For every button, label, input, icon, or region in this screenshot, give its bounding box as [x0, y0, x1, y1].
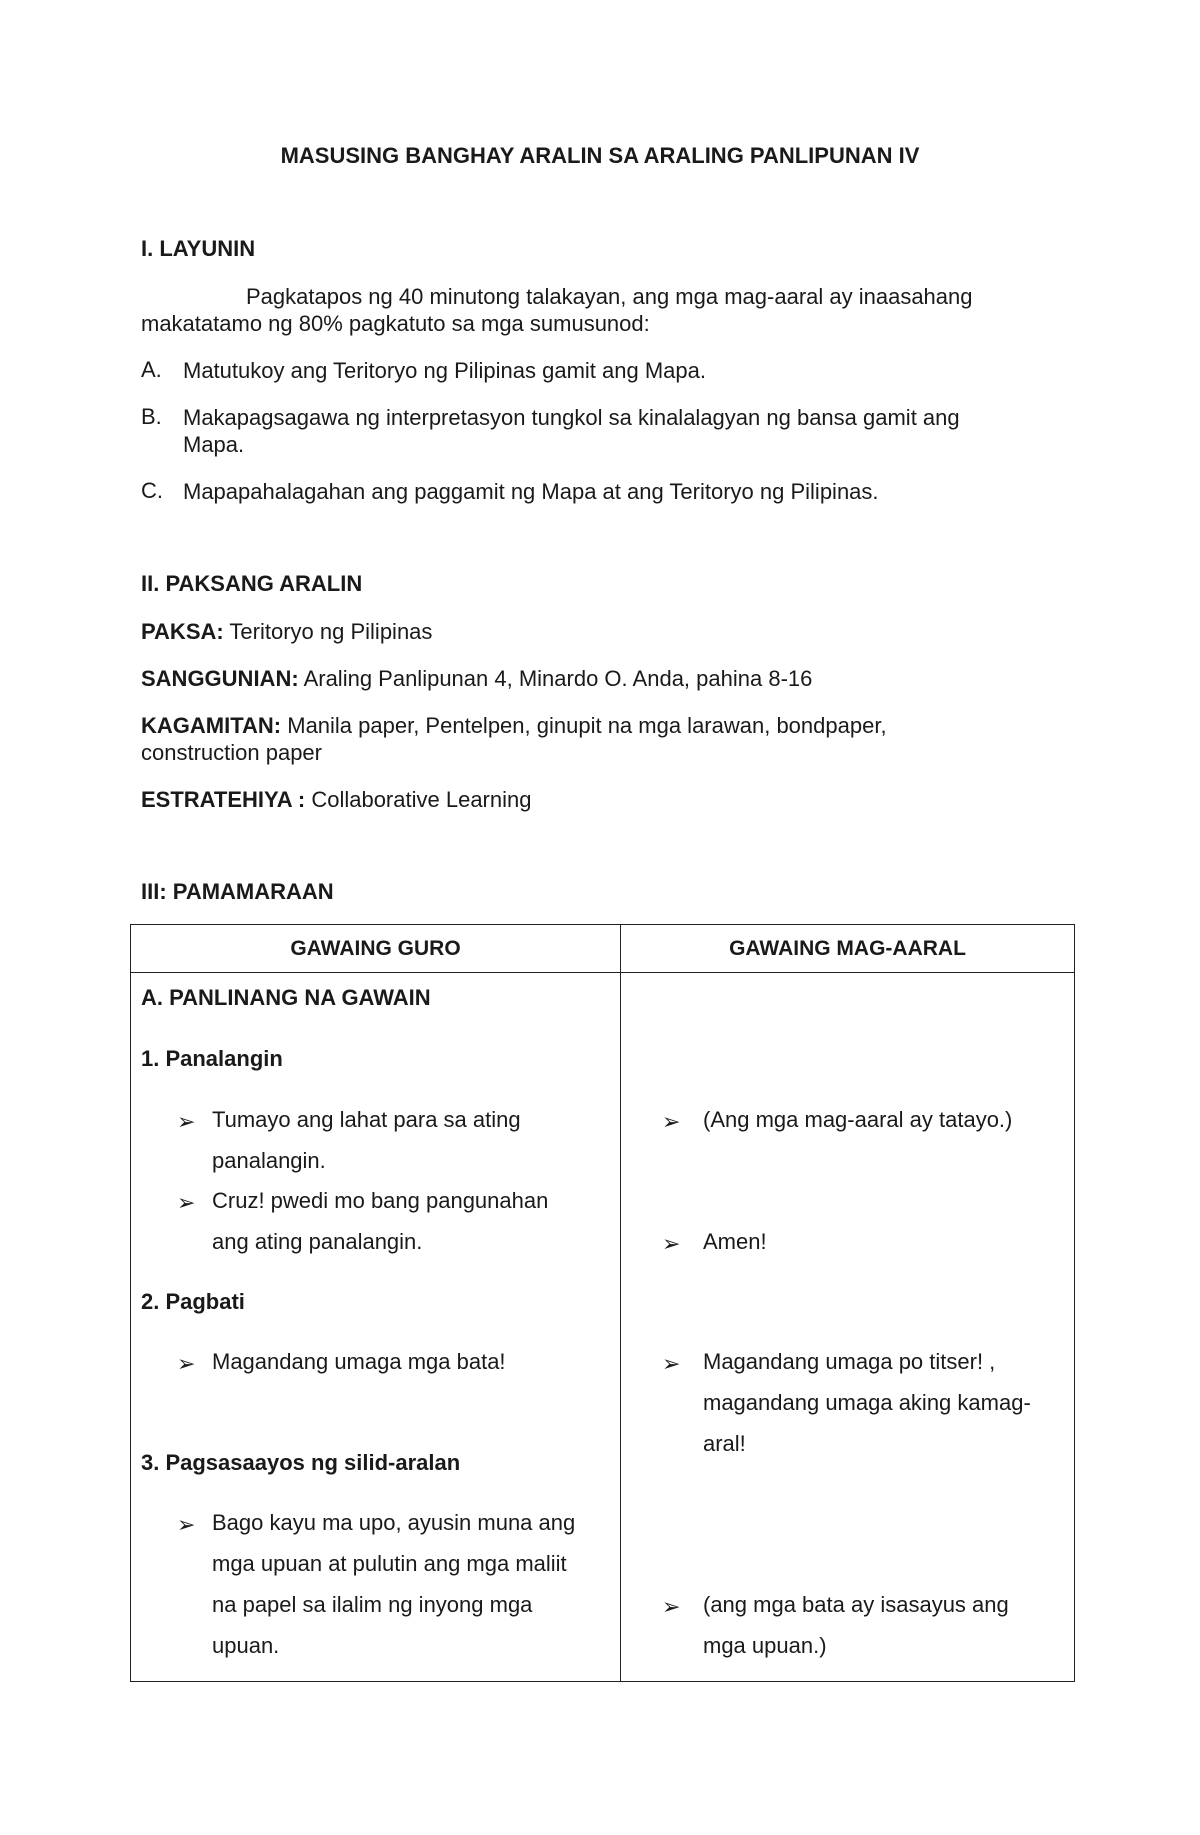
layunin-intro-line2: makatatamo ng 80% pagkatuto sa mga sumusunod:	[141, 311, 650, 336]
objective-letter-b: B.	[141, 404, 162, 429]
sub-panalangin-heading: 1. Panalangin	[141, 1046, 283, 1071]
bullet-arrow-icon: ➢	[177, 1351, 196, 1376]
sub-pagsasaayos-heading: 3. Pagsasaayos ng silid-aralan	[141, 1450, 461, 1475]
guro-panalangin-2-line1: Cruz! pwedi mo bang pangunahan	[212, 1188, 549, 1213]
guro-panalangin-1-line2: panalangin.	[212, 1148, 326, 1173]
guro-pagsasaayos-line4: upuan.	[212, 1633, 280, 1658]
mag-pagbati-line1: Magandang umaga po titser! ,	[703, 1349, 996, 1374]
col-header-guro: GAWAING GURO	[131, 925, 621, 973]
procedure-table	[130, 924, 1075, 1682]
estratehiya-value: Collaborative Learning	[305, 787, 532, 812]
table-row	[131, 973, 1075, 1682]
guro-panalangin-2-line2: ang ating panalangin.	[212, 1229, 423, 1254]
objective-c-text: Mapapahalagahan ang paggamit ng Mapa at ang Teritoryo ng Pilipinas.	[183, 479, 879, 504]
kagamitan-row	[141, 712, 887, 740]
sub-pagbati-heading: 2. Pagbati	[141, 1289, 245, 1314]
mag-panalangin-1: (Ang mga mag-aaral ay tatayo.)	[703, 1107, 1013, 1132]
document-title: MASUSING BANGHAY ARALIN SA ARALING PANLIPUNAN IV	[280, 143, 920, 168]
mag-pagsasaayos-line1: (ang mga bata ay isasayus ang	[703, 1592, 1009, 1617]
bullet-arrow-icon: ➢	[177, 1512, 196, 1537]
guro-pagsasaayos-line3: na papel sa ilalim ng inyong mga	[212, 1592, 533, 1617]
section-paksang-aralin-heading: II. PAKSANG ARALIN	[141, 571, 363, 596]
objective-letter-a: A.	[141, 357, 162, 382]
objective-b-text-line1: Makapagsagawa ng interpretasyon tungkol sa kinalalagyan ng bansa gamit ang	[183, 405, 960, 430]
mag-pagsasaayos-line2: mga upuan.)	[703, 1633, 827, 1658]
paksa-value: Teritoryo ng Pilipinas	[223, 619, 433, 644]
guro-panalangin-1-line1: Tumayo ang lahat para sa ating	[212, 1107, 521, 1132]
bullet-arrow-icon: ➢	[662, 1231, 681, 1256]
kagamitan-label: KAGAMITAN:	[141, 713, 282, 738]
sanggunian-value: Araling Panlipunan 4, Minardo O. Anda, pahina 8-16	[298, 666, 813, 691]
section-pamamaraan-heading: III: PAMAMARAAN	[141, 879, 334, 904]
paksa-label: PAKSA:	[141, 619, 224, 644]
table-header-row	[131, 925, 1075, 973]
bullet-arrow-icon: ➢	[662, 1594, 681, 1619]
col-header-mag-aaral: GAWAING MAG-AARAL	[621, 925, 1075, 973]
mag-aaral-cell	[621, 973, 1075, 1682]
objective-b-text-line2: Mapa.	[183, 432, 245, 457]
objective-a-text: Matutukoy ang Teritoryo ng Pilipinas gamit ang Mapa.	[183, 358, 706, 383]
bullet-arrow-icon: ➢	[177, 1109, 196, 1134]
bullet-arrow-icon: ➢	[662, 1351, 681, 1376]
kagamitan-value: Manila paper, Pentelpen, ginupit na mga larawan, bondpaper,	[281, 713, 887, 738]
estratehiya-row	[141, 786, 531, 814]
guro-cell	[131, 973, 621, 1682]
objective-letter-c: C.	[141, 478, 163, 503]
bullet-arrow-icon: ➢	[177, 1190, 196, 1215]
section-layunin-heading: I. LAYUNIN	[141, 236, 256, 261]
part-a-heading: A. PANLINANG NA GAWAIN	[141, 985, 431, 1010]
bullet-arrow-icon: ➢	[662, 1109, 681, 1134]
guro-pagsasaayos-line1: Bago kayu ma upo, ayusin muna ang	[212, 1510, 576, 1535]
mag-panalangin-2: Amen!	[703, 1229, 767, 1254]
estratehiya-label: ESTRATEHIYA :	[141, 787, 306, 812]
guro-pagsasaayos-line2: mga upuan at pulutin ang mga maliit	[212, 1551, 567, 1576]
sanggunian-label: SANGGUNIAN:	[141, 666, 299, 691]
layunin-intro-line1: Pagkatapos ng 40 minutong talakayan, ang mga mag-aaral ay inaasahang	[246, 284, 973, 309]
paksa-row	[141, 618, 432, 646]
kagamitan-value-line2: construction paper	[141, 740, 322, 765]
mag-pagbati-line2: magandang umaga aking kamag-	[703, 1390, 1031, 1415]
guro-pagbati-1: Magandang umaga mga bata!	[212, 1349, 506, 1374]
mag-pagbati-line3: aral!	[703, 1431, 746, 1456]
sanggunian-row	[141, 665, 812, 693]
